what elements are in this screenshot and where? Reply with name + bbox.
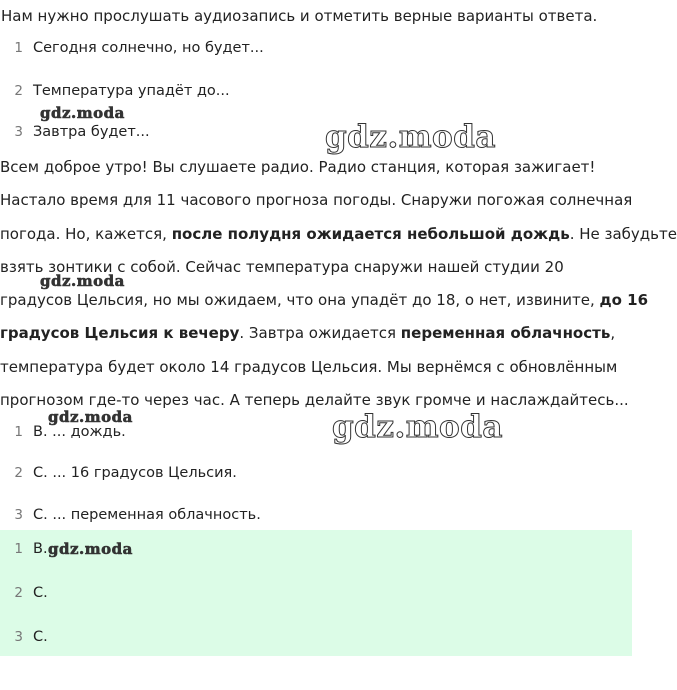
transcript-text: погода. Но, кажется, [0, 224, 172, 243]
question-text: Температура упадёт до... [33, 83, 230, 99]
question-text: Сегодня солнечно, но будет... [33, 40, 264, 56]
transcript-text: градусов Цельсия, но мы ожидаем, что она упадёт до 18, о нет, извините, [0, 291, 600, 310]
transcript-line: взять зонтики с собой. Сейчас температура снаружи нашей студии 20 [0, 257, 564, 276]
watermark: gdz.moda [48, 540, 133, 558]
highlight-temperature: градусов Цельсия к вечеру [0, 324, 240, 343]
short-answer-text: C. [33, 585, 48, 601]
transcript-line: температура будет около 14 градусов Цельсия. Мы вернёмся с обновлённым [0, 357, 618, 376]
short-answer-number: 3 [14, 629, 23, 645]
short-answer-item [0, 538, 48, 560]
watermark: gdz.moda [48, 408, 133, 426]
transcript-text: . Не забудьте [569, 224, 677, 243]
watermark: gdz.moda [40, 104, 125, 122]
highlight-cloudiness: переменная облачность [400, 324, 611, 343]
transcript-line [0, 317, 630, 350]
transcript-text: . Завтра ожидается [239, 324, 401, 343]
short-answer-number: 1 [14, 541, 23, 557]
instruction-text: Нам нужно прослушать аудиозапись и отметить верные варианты ответа. [1, 7, 598, 25]
answer-number: 1 [14, 424, 23, 440]
short-answer-item [0, 582, 48, 604]
short-answer-number: 2 [14, 585, 23, 601]
watermark: gdz.moda [332, 409, 503, 445]
answer-text: C. ... переменная облачность. [33, 507, 261, 523]
highlight-temperature: до 16 [599, 291, 649, 310]
watermark: gdz.moda [40, 272, 125, 290]
question-number: 3 [14, 124, 23, 140]
transcript-text: , [610, 324, 616, 343]
transcript-line: Всем доброе утро! Вы слушаете радио. Радио станция, которая зажигает! [0, 158, 596, 176]
question-item [0, 37, 264, 59]
transcript-line: прогнозом где-то через час. А теперь делайте звук громче и наслаждайтесь... [0, 391, 629, 410]
short-answer-text: B. [33, 541, 48, 557]
watermark: gdz.moda [325, 119, 496, 155]
question-number: 2 [14, 83, 23, 99]
answer-number: 3 [14, 507, 23, 523]
highlight-rain: после полудня ожидается небольшой дождь [171, 224, 570, 243]
question-item [0, 121, 150, 143]
answer-text: B. ... дождь. [33, 424, 126, 440]
transcript-line [0, 218, 677, 251]
answer-text: C. ... 16 градусов Цельсия. [33, 465, 237, 481]
short-answer-text: C. [33, 629, 48, 645]
answer-item [0, 504, 261, 526]
question-text: Завтра будет... [33, 124, 150, 140]
answer-item [0, 462, 237, 484]
transcript-line: Настало время для 11 часового прогноза погоды. Снаружи погожая солнечная [0, 191, 633, 210]
question-item [0, 80, 230, 102]
short-answer-item [0, 626, 48, 648]
question-number: 1 [14, 40, 23, 56]
answer-number: 2 [14, 465, 23, 481]
